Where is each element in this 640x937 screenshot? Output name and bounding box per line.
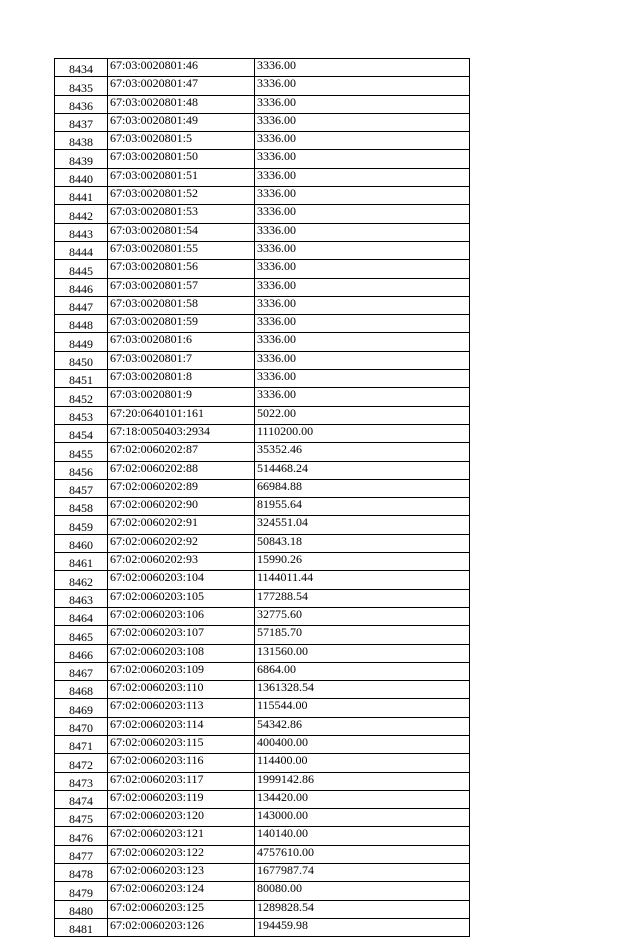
row-number: 8467 bbox=[55, 662, 108, 680]
row-number: 8468 bbox=[55, 681, 108, 699]
table-body bbox=[55, 59, 470, 937]
cadastral-number: 67:02:0060203:108 bbox=[108, 644, 255, 662]
cadastral-number: 67:03:0020801:5 bbox=[108, 132, 255, 150]
row-number: 8441 bbox=[55, 187, 108, 205]
cadastral-value: 6864.00 bbox=[255, 662, 470, 680]
table-row bbox=[55, 607, 470, 625]
cadastral-number: 67:03:0020801:48 bbox=[108, 95, 255, 113]
row-number: 8481 bbox=[55, 918, 108, 936]
cadastral-value: 1144011.44 bbox=[255, 571, 470, 589]
row-number: 8434 bbox=[55, 59, 108, 77]
row-number: 8453 bbox=[55, 406, 108, 424]
cadastral-number: 67:03:0020801:55 bbox=[108, 241, 255, 259]
cadastral-number: 67:02:0060203:117 bbox=[108, 772, 255, 790]
cadastral-number: 67:20:0640101:161 bbox=[108, 406, 255, 424]
row-number: 8439 bbox=[55, 150, 108, 168]
table-row bbox=[55, 95, 470, 113]
table-row bbox=[55, 735, 470, 753]
cadastral-number: 67:02:0060202:93 bbox=[108, 553, 255, 571]
cadastral-value: 131560.00 bbox=[255, 644, 470, 662]
cadastral-number: 67:02:0060202:91 bbox=[108, 516, 255, 534]
row-number: 8478 bbox=[55, 864, 108, 882]
cadastral-value: 15990.26 bbox=[255, 553, 470, 571]
cadastral-value: 1999142.86 bbox=[255, 772, 470, 790]
cadastral-number: 67:03:0020801:6 bbox=[108, 333, 255, 351]
cadastral-value: 3336.00 bbox=[255, 132, 470, 150]
row-number: 8450 bbox=[55, 351, 108, 369]
table-row bbox=[55, 644, 470, 662]
cadastral-number: 67:03:0020801:58 bbox=[108, 296, 255, 314]
row-number: 8476 bbox=[55, 827, 108, 845]
table-row bbox=[55, 59, 470, 77]
cadastral-value: 66984.88 bbox=[255, 479, 470, 497]
table-row bbox=[55, 900, 470, 918]
cadastral-value: 3336.00 bbox=[255, 150, 470, 168]
row-number: 8459 bbox=[55, 516, 108, 534]
cadastral-number: 67:02:0060203:105 bbox=[108, 589, 255, 607]
cadastral-number: 67:02:0060203:122 bbox=[108, 845, 255, 863]
cadastral-value: 3336.00 bbox=[255, 388, 470, 406]
row-number: 8477 bbox=[55, 845, 108, 863]
table-row bbox=[55, 443, 470, 461]
table-row bbox=[55, 278, 470, 296]
cadastral-number: 67:02:0060203:126 bbox=[108, 918, 255, 936]
cadastral-value: 3336.00 bbox=[255, 187, 470, 205]
table-row bbox=[55, 553, 470, 571]
cadastral-number: 67:03:0020801:9 bbox=[108, 388, 255, 406]
cadastral-value: 3336.00 bbox=[255, 296, 470, 314]
cadastral-value: 81955.64 bbox=[255, 498, 470, 516]
cadastral-value: 3336.00 bbox=[255, 370, 470, 388]
row-number: 8452 bbox=[55, 388, 108, 406]
table-row bbox=[55, 168, 470, 186]
row-number: 8456 bbox=[55, 461, 108, 479]
row-number: 8447 bbox=[55, 296, 108, 314]
row-number: 8474 bbox=[55, 790, 108, 808]
table-row bbox=[55, 882, 470, 900]
table-row bbox=[55, 223, 470, 241]
cadastral-number: 67:02:0060203:109 bbox=[108, 662, 255, 680]
cadastral-value: 3336.00 bbox=[255, 113, 470, 131]
cadastral-number: 67:18:0050403:2934 bbox=[108, 424, 255, 442]
cadastral-number: 67:03:0020801:8 bbox=[108, 370, 255, 388]
cadastral-value: 3336.00 bbox=[255, 351, 470, 369]
table-row bbox=[55, 662, 470, 680]
table-row bbox=[55, 351, 470, 369]
cadastral-value: 50843.18 bbox=[255, 534, 470, 552]
table-row bbox=[55, 479, 470, 497]
cadastral-value: 1110200.00 bbox=[255, 424, 470, 442]
cadastral-number: 67:02:0060202:92 bbox=[108, 534, 255, 552]
row-number: 8446 bbox=[55, 278, 108, 296]
table-row bbox=[55, 809, 470, 827]
cadastral-number: 67:02:0060203:119 bbox=[108, 790, 255, 808]
cadastral-number: 67:02:0060203:125 bbox=[108, 900, 255, 918]
row-number: 8457 bbox=[55, 479, 108, 497]
table-row bbox=[55, 699, 470, 717]
cadastral-value: 1677987.74 bbox=[255, 864, 470, 882]
row-number: 8479 bbox=[55, 882, 108, 900]
table-row bbox=[55, 241, 470, 259]
cadastral-number: 67:02:0060203:114 bbox=[108, 717, 255, 735]
cadastral-value: 32775.60 bbox=[255, 607, 470, 625]
table-row bbox=[55, 845, 470, 863]
cadastral-number: 67:02:0060202:89 bbox=[108, 479, 255, 497]
row-number: 8480 bbox=[55, 900, 108, 918]
cadastral-number: 67:02:0060203:123 bbox=[108, 864, 255, 882]
row-number: 8442 bbox=[55, 205, 108, 223]
table-row bbox=[55, 388, 470, 406]
table-row bbox=[55, 534, 470, 552]
table-row bbox=[55, 772, 470, 790]
table-row bbox=[55, 790, 470, 808]
table-row bbox=[55, 918, 470, 936]
cadastral-value: 3336.00 bbox=[255, 77, 470, 95]
row-number: 8465 bbox=[55, 626, 108, 644]
row-number: 8472 bbox=[55, 754, 108, 772]
table-row bbox=[55, 187, 470, 205]
cadastral-number: 67:03:0020801:7 bbox=[108, 351, 255, 369]
table-row bbox=[55, 296, 470, 314]
cadastral-number: 67:02:0060203:116 bbox=[108, 754, 255, 772]
cadastral-value: 57185.70 bbox=[255, 626, 470, 644]
table-row bbox=[55, 77, 470, 95]
cadastral-number: 67:02:0060203:124 bbox=[108, 882, 255, 900]
cadastral-number: 67:02:0060203:110 bbox=[108, 681, 255, 699]
cadastral-value: 3336.00 bbox=[255, 95, 470, 113]
row-number: 8470 bbox=[55, 717, 108, 735]
cadastral-number: 67:02:0060202:87 bbox=[108, 443, 255, 461]
row-number: 8463 bbox=[55, 589, 108, 607]
row-number: 8466 bbox=[55, 644, 108, 662]
cadastral-value: 1361328.54 bbox=[255, 681, 470, 699]
cadastral-number: 67:03:0020801:54 bbox=[108, 223, 255, 241]
cadastral-value: 3336.00 bbox=[255, 168, 470, 186]
row-number: 8438 bbox=[55, 132, 108, 150]
row-number: 8473 bbox=[55, 772, 108, 790]
cadastral-number: 67:02:0060203:106 bbox=[108, 607, 255, 625]
table-row bbox=[55, 150, 470, 168]
table-row bbox=[55, 516, 470, 534]
table-row bbox=[55, 864, 470, 882]
row-number: 8449 bbox=[55, 333, 108, 351]
cadastral-number: 67:02:0060203:104 bbox=[108, 571, 255, 589]
table-row bbox=[55, 626, 470, 644]
table-row bbox=[55, 571, 470, 589]
cadastral-value: 324551.04 bbox=[255, 516, 470, 534]
cadastral-number: 67:02:0060203:120 bbox=[108, 809, 255, 827]
cadastral-value: 5022.00 bbox=[255, 406, 470, 424]
cadastral-number: 67:03:0020801:49 bbox=[108, 113, 255, 131]
cadastral-number: 67:02:0060202:88 bbox=[108, 461, 255, 479]
cadastral-number: 67:03:0020801:59 bbox=[108, 315, 255, 333]
row-number: 8454 bbox=[55, 424, 108, 442]
table-row bbox=[55, 113, 470, 131]
row-number: 8444 bbox=[55, 241, 108, 259]
table-row bbox=[55, 132, 470, 150]
cadastral-value: 114400.00 bbox=[255, 754, 470, 772]
cadastral-value: 35352.46 bbox=[255, 443, 470, 461]
row-number: 8435 bbox=[55, 77, 108, 95]
table-row bbox=[55, 754, 470, 772]
cadastral-value: 140140.00 bbox=[255, 827, 470, 845]
row-number: 8469 bbox=[55, 699, 108, 717]
row-number: 8462 bbox=[55, 571, 108, 589]
table-row bbox=[55, 315, 470, 333]
cadastral-value: 177288.54 bbox=[255, 589, 470, 607]
cadastral-number: 67:02:0060203:107 bbox=[108, 626, 255, 644]
table-row bbox=[55, 205, 470, 223]
row-number: 8458 bbox=[55, 498, 108, 516]
cadastral-value: 400400.00 bbox=[255, 735, 470, 753]
cadastral-value: 514468.24 bbox=[255, 461, 470, 479]
table-row bbox=[55, 498, 470, 516]
cadastral-value: 3336.00 bbox=[255, 241, 470, 259]
table-row bbox=[55, 589, 470, 607]
cadastral-number: 67:03:0020801:53 bbox=[108, 205, 255, 223]
table-row bbox=[55, 260, 470, 278]
cadastral-value: 4757610.00 bbox=[255, 845, 470, 863]
cadastral-value: 3336.00 bbox=[255, 333, 470, 351]
cadastral-value: 194459.98 bbox=[255, 918, 470, 936]
row-number: 8436 bbox=[55, 95, 108, 113]
cadastral-number: 67:02:0060203:113 bbox=[108, 699, 255, 717]
row-number: 8475 bbox=[55, 809, 108, 827]
cadastral-number: 67:03:0020801:56 bbox=[108, 260, 255, 278]
row-number: 8451 bbox=[55, 370, 108, 388]
row-number: 8471 bbox=[55, 735, 108, 753]
cadastral-value: 3336.00 bbox=[255, 59, 470, 77]
cadastral-value: 143000.00 bbox=[255, 809, 470, 827]
row-number: 8455 bbox=[55, 443, 108, 461]
cadastral-number: 67:03:0020801:52 bbox=[108, 187, 255, 205]
cadastral-number: 67:02:0060203:115 bbox=[108, 735, 255, 753]
cadastral-value: 115544.00 bbox=[255, 699, 470, 717]
table-row bbox=[55, 406, 470, 424]
table-row bbox=[55, 461, 470, 479]
row-number: 8448 bbox=[55, 315, 108, 333]
cadastral-value-table bbox=[54, 58, 470, 937]
cadastral-number: 67:03:0020801:50 bbox=[108, 150, 255, 168]
cadastral-value: 1289828.54 bbox=[255, 900, 470, 918]
table-row bbox=[55, 717, 470, 735]
table-row bbox=[55, 681, 470, 699]
cadastral-value: 3336.00 bbox=[255, 205, 470, 223]
row-number: 8440 bbox=[55, 168, 108, 186]
cadastral-value: 3336.00 bbox=[255, 315, 470, 333]
cadastral-value: 3336.00 bbox=[255, 260, 470, 278]
cadastral-number: 67:03:0020801:57 bbox=[108, 278, 255, 296]
table-row bbox=[55, 424, 470, 442]
table-row bbox=[55, 827, 470, 845]
row-number: 8461 bbox=[55, 553, 108, 571]
cadastral-number: 67:02:0060203:121 bbox=[108, 827, 255, 845]
table-row bbox=[55, 370, 470, 388]
cadastral-value: 54342.86 bbox=[255, 717, 470, 735]
cadastral-number: 67:03:0020801:51 bbox=[108, 168, 255, 186]
cadastral-value: 80080.00 bbox=[255, 882, 470, 900]
cadastral-number: 67:03:0020801:47 bbox=[108, 77, 255, 95]
cadastral-value: 3336.00 bbox=[255, 278, 470, 296]
row-number: 8443 bbox=[55, 223, 108, 241]
cadastral-number: 67:03:0020801:46 bbox=[108, 59, 255, 77]
row-number: 8460 bbox=[55, 534, 108, 552]
row-number: 8437 bbox=[55, 113, 108, 131]
row-number: 8464 bbox=[55, 607, 108, 625]
table-row bbox=[55, 333, 470, 351]
cadastral-value: 134420.00 bbox=[255, 790, 470, 808]
cadastral-number: 67:02:0060202:90 bbox=[108, 498, 255, 516]
cadastral-value: 3336.00 bbox=[255, 223, 470, 241]
row-number: 8445 bbox=[55, 260, 108, 278]
